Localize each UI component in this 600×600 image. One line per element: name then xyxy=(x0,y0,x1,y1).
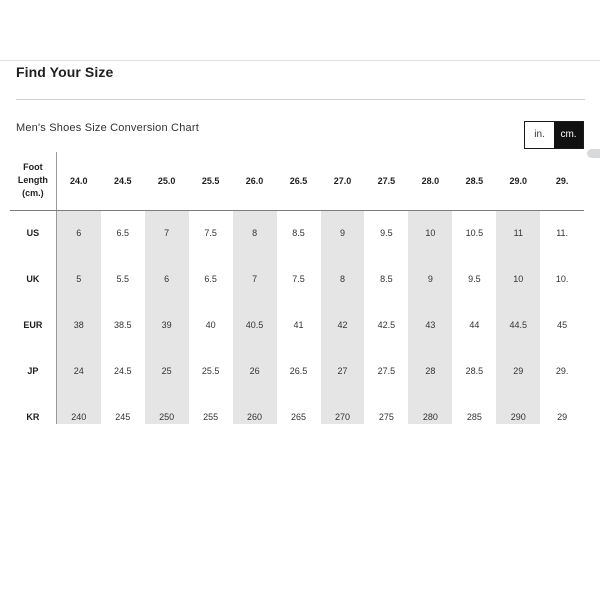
size-cell: 5 xyxy=(56,256,100,302)
size-cell: 39 xyxy=(145,302,189,348)
size-cell: 255 xyxy=(203,412,219,422)
size-table-scroll-area[interactable] xyxy=(0,152,584,424)
foot-length-header-cell: 28.5 xyxy=(452,152,496,210)
size-cell: 245 xyxy=(115,412,131,422)
size-system-label: EUR xyxy=(10,302,56,348)
size-cell: 45 xyxy=(557,320,568,330)
size-cell: 26 xyxy=(233,348,277,394)
size-cell: 240 xyxy=(56,394,100,424)
size-cell: 6.5 xyxy=(204,274,217,284)
size-cell: 41 xyxy=(293,320,304,330)
size-cell: 290 xyxy=(496,394,540,424)
foot-length-header-cell: 24.5 xyxy=(101,152,145,210)
top-divider xyxy=(0,60,600,61)
size-cell: 270 xyxy=(321,394,365,424)
foot-length-header-cell: 27.0 xyxy=(321,152,365,210)
size-cell: 38.5 xyxy=(113,320,132,330)
foot-length-header-cell: 25.5 xyxy=(189,152,233,210)
size-system-label: US xyxy=(10,210,56,256)
size-cell: 6.5 xyxy=(116,228,129,239)
size-cell: 250 xyxy=(145,394,189,424)
size-cell: 10. xyxy=(555,274,569,284)
size-cell: 9 xyxy=(321,210,365,256)
size-cell: 6 xyxy=(56,210,100,256)
size-cell: 260 xyxy=(233,394,277,424)
size-cell: 44.5 xyxy=(496,302,540,348)
size-cell: 5.5 xyxy=(116,274,129,284)
foot-length-label xyxy=(10,152,56,210)
foot-length-label-line: (cm.) xyxy=(22,188,44,199)
page-title: Find Your Size xyxy=(16,64,114,80)
size-cell: 29 xyxy=(496,348,540,394)
size-row-kr xyxy=(10,394,584,424)
size-system-label: UK xyxy=(10,256,56,302)
size-cell: 285 xyxy=(466,412,482,422)
size-cell: 24.5 xyxy=(113,366,132,376)
size-cell: 8 xyxy=(321,256,365,302)
chart-subtitle: Men's Shoes Size Conversion Chart xyxy=(16,122,199,134)
foot-length-header-cell: 26.0 xyxy=(233,152,277,210)
size-cell: 7.5 xyxy=(292,274,305,284)
size-cell: 8.5 xyxy=(380,274,393,284)
size-row-jp xyxy=(10,348,584,394)
foot-length-header-cell: 24.0 xyxy=(56,152,100,210)
title-divider xyxy=(16,99,585,100)
size-cell: 11. xyxy=(556,228,569,239)
size-cell: 9 xyxy=(408,256,452,302)
size-cell: 40.5 xyxy=(233,302,277,348)
unit-centimeters-button[interactable]: cm. xyxy=(554,122,583,148)
size-cell: 280 xyxy=(408,394,452,424)
size-cell: 265 xyxy=(291,412,307,422)
size-system-label: JP xyxy=(10,348,56,394)
foot-length-label-line: Length xyxy=(17,175,48,186)
size-cell: 9.5 xyxy=(380,228,393,239)
size-cell: 25.5 xyxy=(201,366,220,376)
size-cell: 6 xyxy=(145,256,189,302)
size-cell: 26.5 xyxy=(289,366,308,376)
size-cell: 10 xyxy=(496,256,540,302)
size-cell: 7.5 xyxy=(204,228,217,239)
size-row-uk xyxy=(10,256,584,302)
foot-length-header-cell: 25.0 xyxy=(145,152,189,210)
size-cell: 7 xyxy=(145,210,189,256)
size-cell: 43 xyxy=(408,302,452,348)
size-row-us xyxy=(10,210,584,256)
size-cell: 29. xyxy=(555,366,569,376)
unit-inches-button[interactable]: in. xyxy=(525,122,554,148)
foot-length-header-cell: 27.5 xyxy=(364,152,408,210)
foot-length-label-line: Foot xyxy=(23,162,43,173)
size-cell: 44 xyxy=(469,320,480,330)
size-cell: 8.5 xyxy=(292,228,305,239)
size-cell: 11 xyxy=(496,210,540,256)
size-cell: 28.5 xyxy=(465,366,484,376)
size-system-label: KR xyxy=(10,394,56,424)
size-cell: 24 xyxy=(56,348,100,394)
size-cell: 7 xyxy=(233,256,277,302)
unit-toggle xyxy=(524,121,584,149)
size-cell: 8 xyxy=(233,210,277,256)
size-cell: 27.5 xyxy=(377,366,396,376)
size-cell: 275 xyxy=(378,412,394,422)
foot-length-header-cell: 26.5 xyxy=(277,152,321,210)
size-cell: 42 xyxy=(321,302,365,348)
size-cell: 25 xyxy=(145,348,189,394)
foot-length-header-row xyxy=(10,152,584,210)
size-cell: 42.5 xyxy=(377,320,396,330)
foot-length-header-cell: 29.0 xyxy=(496,152,540,210)
foot-length-header-cell: 29. xyxy=(540,152,584,210)
size-conversion-table xyxy=(10,152,584,424)
size-cell: 40 xyxy=(205,320,216,330)
size-cell: 10.5 xyxy=(465,228,484,239)
size-cell: 27 xyxy=(321,348,365,394)
size-cell: 29 xyxy=(557,412,568,422)
size-cell: 28 xyxy=(408,348,452,394)
size-cell: 38 xyxy=(56,302,100,348)
size-row-eur xyxy=(10,302,584,348)
foot-length-header-cell: 28.0 xyxy=(408,152,452,210)
horizontal-scroll-handle[interactable] xyxy=(587,149,600,158)
size-cell: 9.5 xyxy=(468,274,481,284)
size-cell: 10 xyxy=(408,210,452,256)
